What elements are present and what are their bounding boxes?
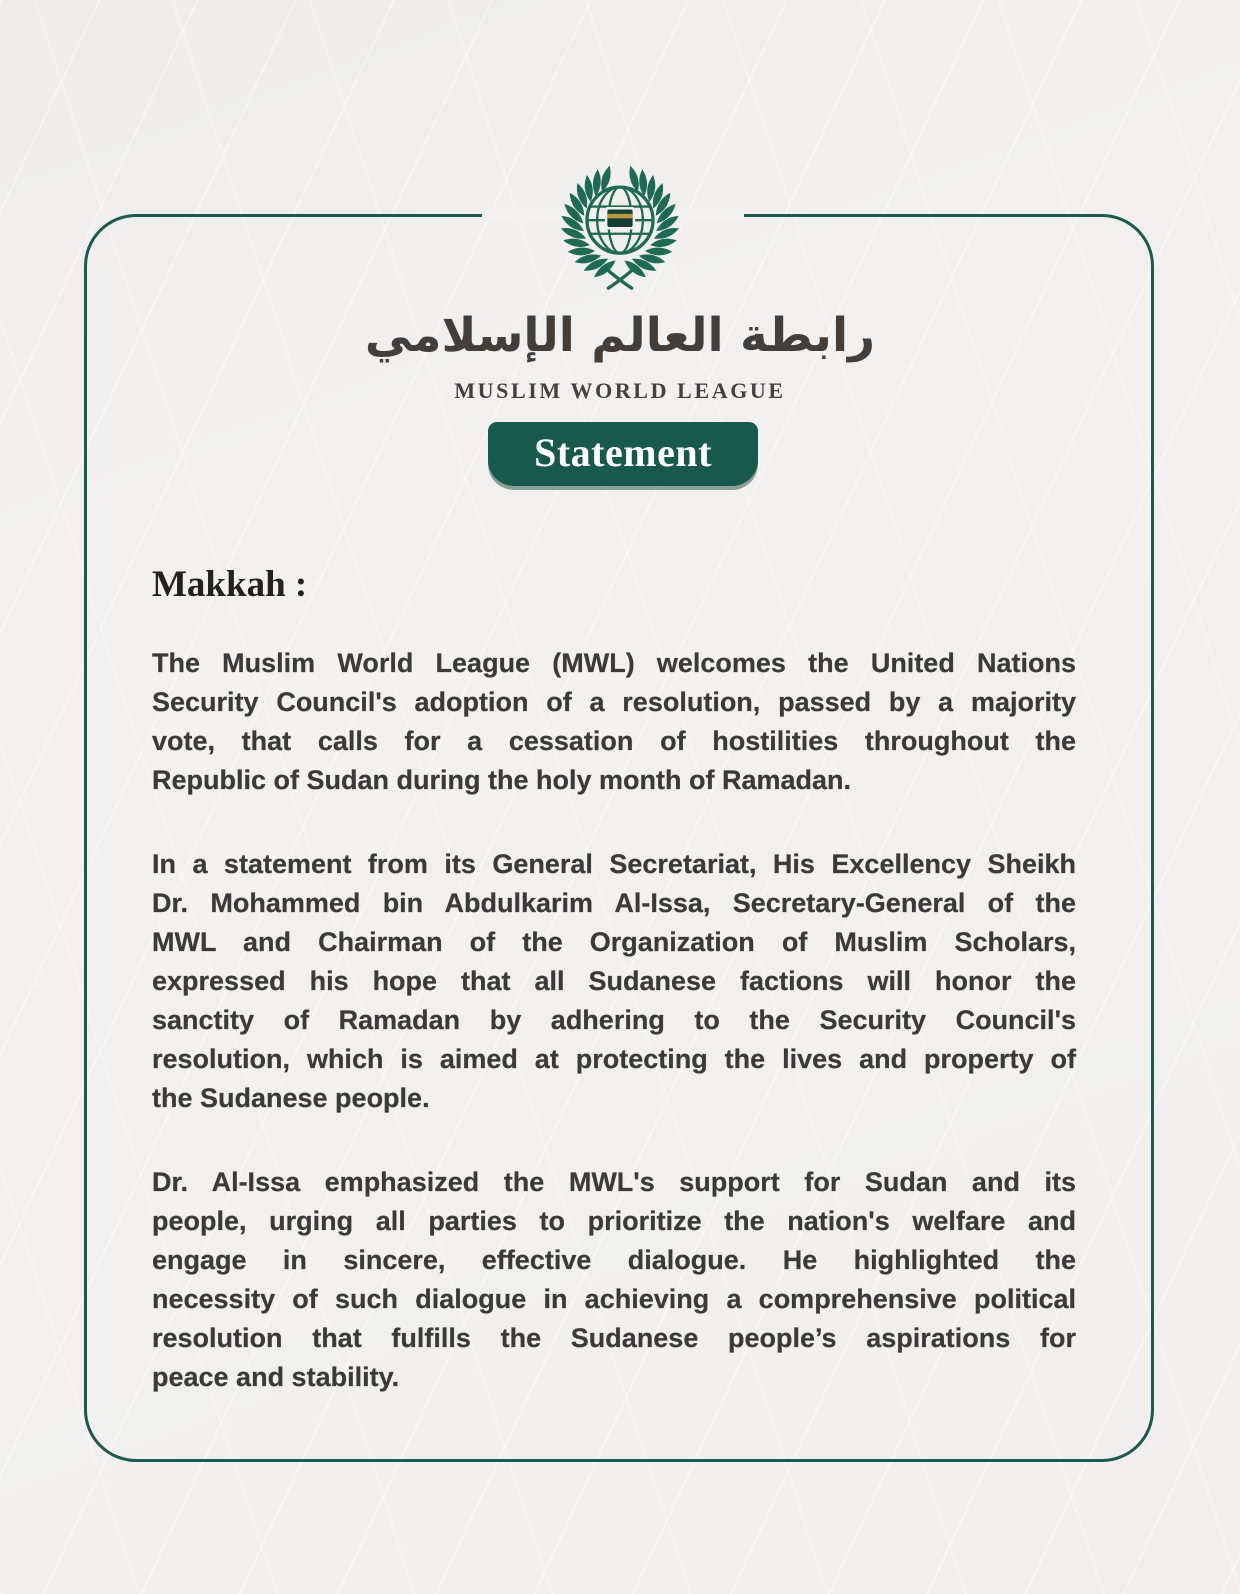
statement-paragraph [152,845,1076,1118]
text-line: In a statement from its General Secretariat, His Excellency Sheikh [152,849,1076,879]
text-line: people, urging all parties to prioritize the nation's welfare and [152,1206,1076,1236]
text-line: resolution that fulfills the Sudanese people’s aspirations for [152,1323,1076,1353]
text-line: vote, that calls for a cessation of hostilities throughout the [152,726,1076,756]
arabic-calligraphy: رابطة العالم الإسلامي [364,308,876,363]
text-line: The Muslim World League (MWL) welcomes the United Nations [152,648,1076,678]
text-line: sanctity of Ramadan by adhering to the Security Council's [152,1005,1076,1035]
laurel-wreath-globe-icon [552,158,688,294]
text-line: engage in sincere, effective dialogue. He highlighted the [152,1245,1076,1275]
statement-paragraph [152,644,1076,800]
wreath-stems [608,271,631,288]
text-line: MWL and Chairman of the Organization of Muslim Scholars, [152,927,1076,957]
statement-paragraph [152,1163,1076,1397]
text-line: resolution, which is aimed at protecting the lives and property of [152,1044,1076,1074]
text-line: necessity of such dialogue in achieving a comprehensive political [152,1284,1076,1314]
text-line: peace and stability. [152,1362,400,1392]
text-line: Security Council's adoption of a resolution, passed by a majority [152,687,1076,717]
kaaba-icon [605,207,635,229]
text-line: Dr. Al-Issa emphasized the MWL's support for Sudan and its [152,1167,1076,1197]
org-name: MUSLIM WORLD LEAGUE [454,378,786,403]
location-heading: Makkah : [152,564,308,605]
statement-banner [488,422,758,486]
text-line: Republic of Sudan during the holy month of Ramadan. [152,765,851,795]
statement-body [152,644,1076,1397]
text-line: the Sudanese people. [152,1083,430,1113]
text-line: expressed his hope that all Sudanese factions will honor the [152,966,1076,996]
statement-banner-label: Statement [534,430,712,475]
text-line: Dr. Mohammed bin Abdulkarim Al-Issa, Secretary-General of the [152,888,1076,918]
